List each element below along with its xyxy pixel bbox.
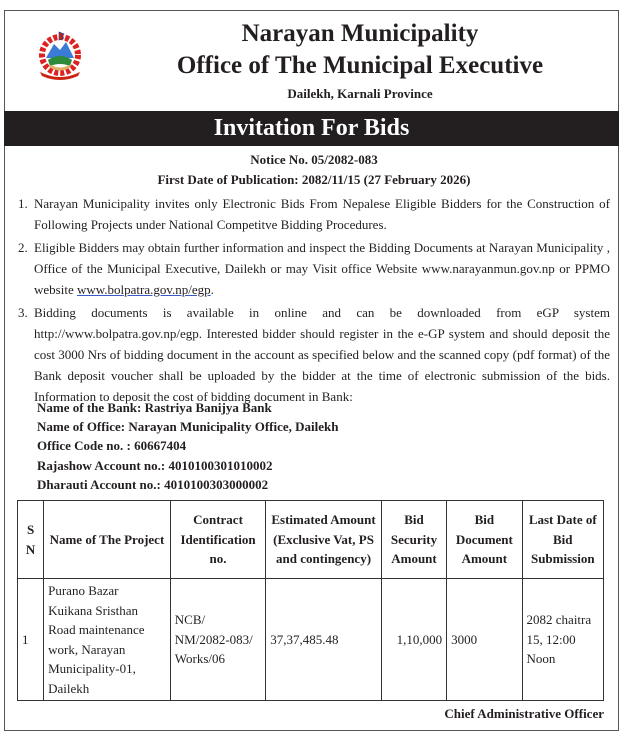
paragraph-number: 1. [18, 196, 28, 211]
projects-table [17, 500, 604, 701]
cell-contract-id: NCB/ NM/2082-083/ Works/06 [170, 579, 265, 701]
table-header-row [18, 501, 604, 579]
bolpatra-link[interactable]: www.bolpatra.gov.np/egp [76, 282, 211, 297]
header-sn: S N [18, 501, 44, 579]
cell-bid-document: 3000 [447, 579, 522, 701]
paragraph-text: Narayan Municipality invites only Electronic Bids From Nepalese Eligible Bidders for the Construction of Following Projects under National Competitve Bidding Procedures. [34, 196, 610, 232]
publication-date: First Date of Publication: 2082/11/15 (27 February 2026) [157, 172, 471, 187]
cell-estimated-amount: 37,37,485.48 [266, 579, 382, 701]
dharauti-account: Dharauti Account no.: 4010100303000002 [37, 477, 269, 492]
office-name: Office of The Municipal Executive [176, 52, 544, 79]
paragraph-text-part: Eligible Bidders may obtain further information and inspect the Bidding Documents at Narayan Municipality , Office of the Municipal Executive, Dailekh or may Visit office Website www.narayanmun.gov.np or PPMO website [34, 240, 610, 297]
location: Dailekh, Karnali Province [287, 86, 433, 101]
paragraph-1 [18, 193, 610, 235]
paragraph-text: Bidding documents is available in online and can be downloaded from eGP system http://www.bolpatra.gov.np/egp. Interested bidder should register in the e-GP system and should deposit the cost 3000 Nrs of bidding document in the account as specified below and the scanned copy (pdf format) of the Bank deposit voucher shall be uploaded by the bidder at the time of electronic submission of the bids. Information to deposit the cost of bidding document in Bank: [34, 305, 610, 404]
cell-sn: 1 [18, 579, 44, 701]
paragraph-2 [18, 237, 610, 300]
banner-title: Invitation For Bids [4, 111, 619, 146]
paragraph-text-part: . [210, 282, 214, 297]
paragraph-number: 2. [18, 240, 28, 255]
cell-project: Purano Bazar Kuikana Sristhan Road maintenance work, Narayan Municipality-01, Dailekh [44, 579, 171, 701]
notice-number: Notice No. 05/2082-083 [250, 152, 378, 167]
office-name-bank: Name of Office: Narayan Municipality Office, Dailekh [37, 419, 339, 434]
office-code: Office Code no. : 60667404 [37, 438, 187, 453]
paragraph-text [18, 237, 610, 300]
org-name: Narayan Municipality [241, 20, 479, 47]
header-bid-document: Bid Document Amount [447, 501, 522, 579]
paragraph-3 [18, 302, 610, 407]
bank-name: Name of the Bank: Rastriya Banijya Bank [37, 400, 272, 415]
header-bid-security: Bid Security Amount [381, 501, 446, 579]
header-project: Name of The Project [44, 501, 171, 579]
table-row [18, 579, 604, 701]
rajashow-account: Rajashow Account no.: 4010100301010002 [37, 458, 273, 473]
cell-last-date: 2082 chaitra 15, 12:00 Noon [522, 579, 603, 701]
cell-bid-security: 1,10,000 [381, 579, 446, 701]
header-last-date: Last Date of Bid Submission [522, 501, 603, 579]
header-contract-id: Contract Identification no. [170, 501, 265, 579]
signature: Chief Administrative Officer [444, 706, 604, 721]
paragraph-number: 3. [18, 305, 28, 320]
header-estimated-amount: Estimated Amount (Exclusive Vat, PS and contingency) [266, 501, 382, 579]
